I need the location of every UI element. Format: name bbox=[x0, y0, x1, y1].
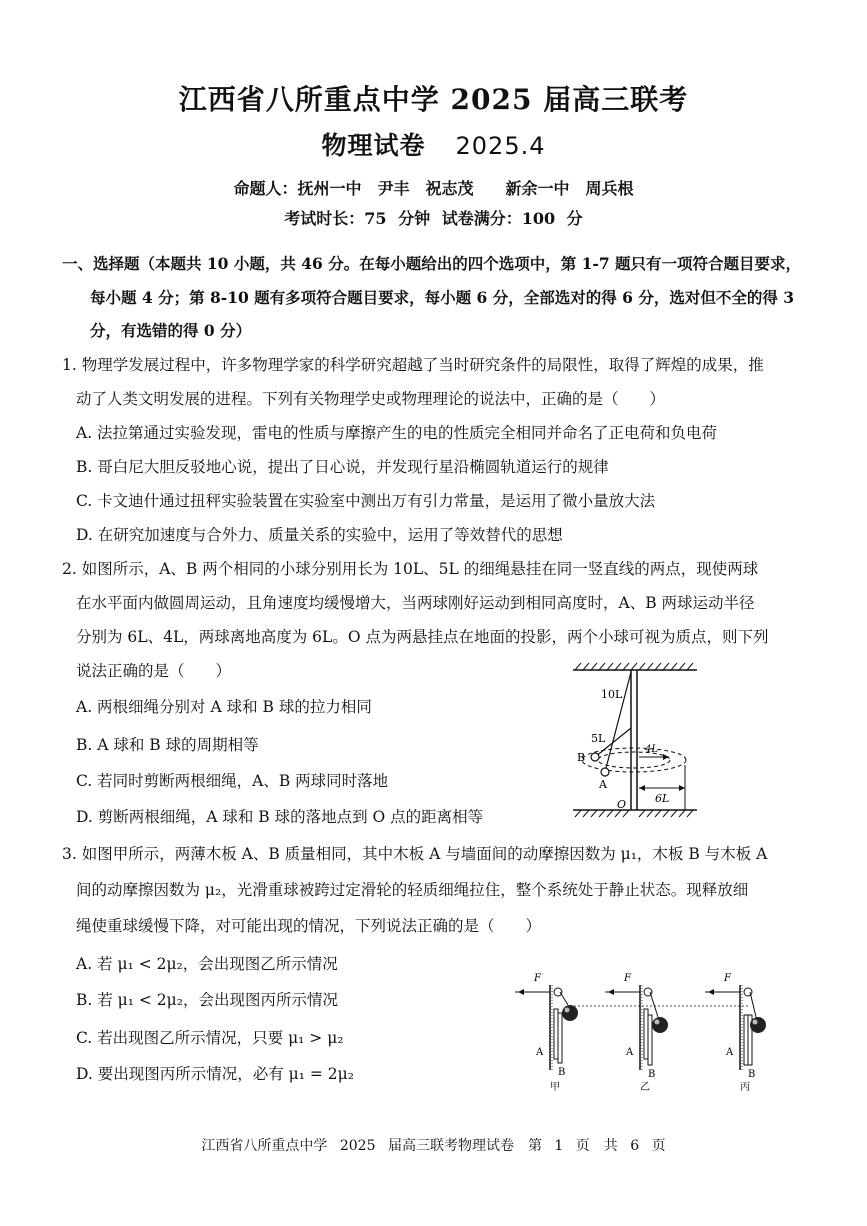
label-5L: 5L bbox=[591, 732, 606, 745]
section1-line1: 一、选择题（本题共 10 小题，共 46 分。在每小题给出的四个选项中，第 1-7 题只有一项符合题目要求， bbox=[62, 254, 802, 273]
label-A: A bbox=[599, 778, 607, 791]
q1-option-a: A. 法拉第通过实验发现，雷电的性质与摩擦产生的电的性质完全相同并命名了正电荷和负电荷 bbox=[76, 424, 718, 442]
panel-bing bbox=[705, 973, 766, 1093]
label-4L: 4L bbox=[645, 744, 659, 755]
q2-stem-line2: 在水平面内做圆周运动，且角速度均缓慢增大，当两球刚好运动到相同高度时，A、B 两球运动半径 bbox=[76, 594, 755, 612]
label-A-2: A bbox=[626, 1047, 634, 1058]
q2-option-b: B. A 球和 B 球的周期相等 bbox=[76, 736, 259, 754]
q2-stem-line1: 2. 如图所示，A、B 两个相同的小球分别用长为 10L、5L 的细绳悬挂在同一竖直线的两点，现使两球 bbox=[62, 560, 759, 578]
q3-boards-figure bbox=[510, 965, 785, 1095]
page-footer: 江西省八所重点中学 2025 届高三联考物理试卷 第 1 页 共 6 页 bbox=[201, 1138, 666, 1154]
q2-option-d: D. 剪断两根细绳，A 球和 B 球的落地点到 O 点的距离相等 bbox=[76, 808, 484, 826]
q1-stem-line1: 1. 物理学发展过程中，许多物理学家的科学研究超越了当时研究条件的局限性，取得了辉煌的成果，推 bbox=[62, 356, 764, 374]
q1-option-d: D. 在研究加速度与合外力、质量关系的实验中，运用了等效替代的思想 bbox=[76, 526, 563, 544]
q3-stem-line3: 绳使重球缓慢下降，对可能出现的情况，下列说法正确的是（ ） bbox=[76, 917, 542, 935]
label-B-1: B bbox=[558, 1067, 566, 1078]
authors-line: 命题人：抚州一中 尹丰 祝志茂 新余一中 周兵根 bbox=[233, 179, 634, 198]
q1-option-c: C. 卡文迪什通过扭秤实验装置在实验室中测出万有引力常量，是运用了微小量放大法 bbox=[76, 492, 656, 510]
section1-line2: 每小题 4 分；第 8-10 题有多项符合题目要求，每小题 6 分，全部选对的得 6 分，选对但不全的得 3 bbox=[90, 288, 794, 307]
label-B-2: B bbox=[648, 1069, 656, 1080]
label-F-1: F bbox=[534, 973, 541, 984]
section1-line3: 分，有选错的得 0 分） bbox=[90, 321, 252, 340]
q3-stem-line1: 3. 如图甲所示，两薄木板 A、B 质量相同，其中木板 A 与墙面间的动摩擦因数为 μ₁，木板 B 与木板 A bbox=[62, 845, 768, 863]
sub-title bbox=[0, 126, 867, 162]
label-O: O bbox=[617, 798, 627, 811]
label-A-1: A bbox=[536, 1047, 544, 1058]
caption-bing: 丙 bbox=[740, 1082, 750, 1093]
q2-stem-line4: 说法正确的是（ ） bbox=[76, 662, 232, 680]
label-6L: 6L bbox=[655, 792, 670, 805]
subject-title: 物理试卷 bbox=[321, 131, 426, 160]
q2-stem-line3: 分别为 6L、4L，两球离地高度为 6L。O 点为两悬挂点在地面的投影，两个小球可视为质点，则下列 bbox=[76, 628, 769, 646]
q3-option-d: D. 要出现图丙所示情况，必有 μ₁ = 2μ₂ bbox=[76, 1065, 354, 1083]
q2-option-a: A. 两根细绳分别对 A 球和 B 球的拉力相同 bbox=[76, 698, 372, 716]
label-10L: 10L bbox=[601, 688, 623, 701]
label-F-3: F bbox=[724, 973, 731, 984]
label-B-3: B bbox=[748, 1069, 756, 1080]
q3-option-c: C. 若出现图乙所示情况，只要 μ₁ > μ₂ bbox=[76, 1029, 344, 1047]
label-A-3: A bbox=[726, 1047, 734, 1058]
panel-yi bbox=[605, 973, 668, 1093]
panel-jia bbox=[515, 973, 578, 1093]
q2-pendulum-figure bbox=[565, 660, 705, 830]
caption-yi: 乙 bbox=[640, 1082, 650, 1093]
caption-jia: 甲 bbox=[550, 1082, 560, 1093]
q1-option-b: B. 哥白尼大胆反驳地心说，提出了日心说，并发现行星沿椭圆轨道运行的规律 bbox=[76, 458, 609, 476]
main-title: 江西省八所重点中学 2025 届高三联考 bbox=[178, 83, 689, 116]
exam-date: 2025.4 bbox=[455, 132, 546, 160]
label-F-2: F bbox=[624, 973, 631, 984]
q3-option-a: A. 若 μ₁ < 2μ₂，会出现图乙所示情况 bbox=[76, 955, 338, 973]
label-B: B bbox=[577, 751, 586, 764]
q3-stem-line2: 间的动摩擦因数为 μ₂，光滑重球被跨过定滑轮的轻质细绳拉住，整个系统处于静止状态。现释放细 bbox=[76, 881, 749, 899]
q1-stem-line2: 动了人类文明发展的进程。下列有关物理学史或物理理论的说法中，正确的是（ ） bbox=[76, 390, 666, 408]
q2-option-c: C. 若同时剪断两根细绳，A、B 两球同时落地 bbox=[76, 772, 389, 790]
q3-option-b: B. 若 μ₁ < 2μ₂，会出现图丙所示情况 bbox=[76, 991, 338, 1009]
exam-info-line: 考试时长：75 分钟 试卷满分：100 分 bbox=[284, 209, 583, 228]
